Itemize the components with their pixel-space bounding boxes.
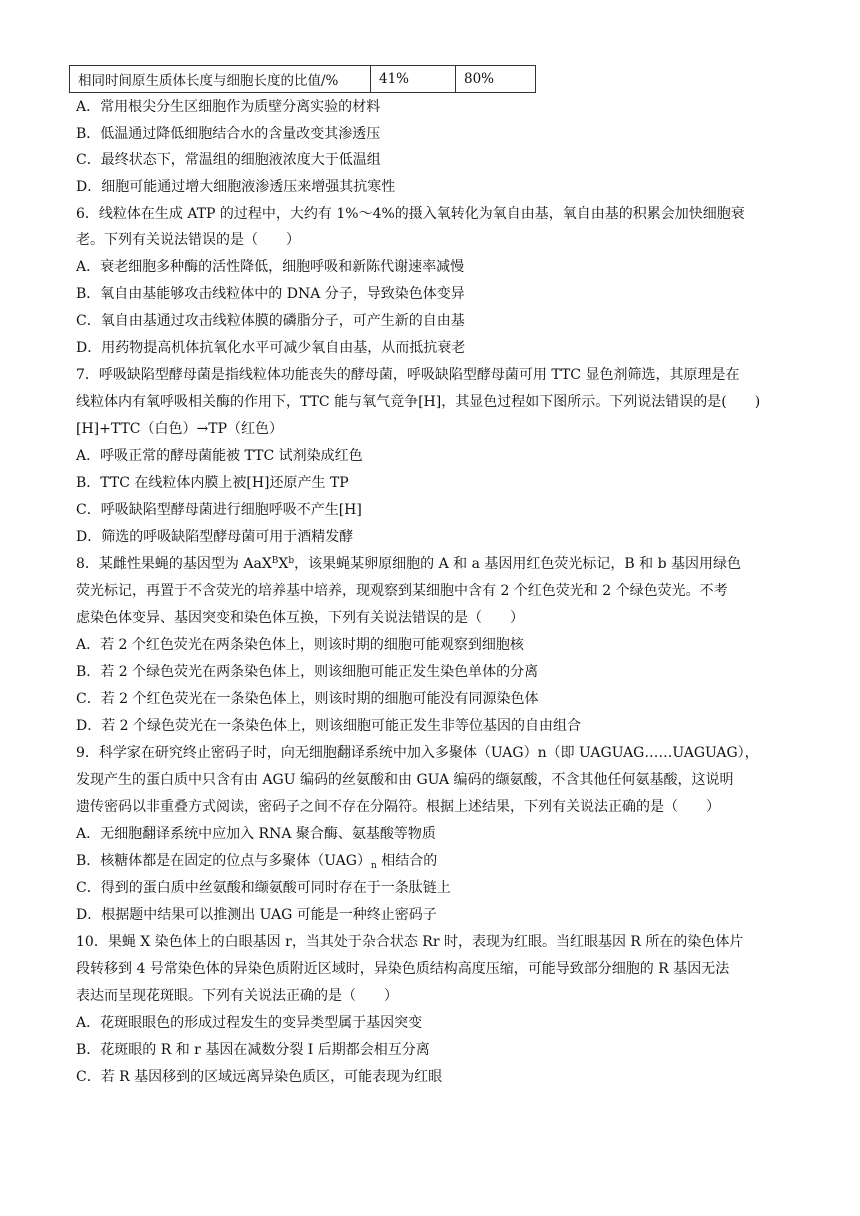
q8-stem-text: ，该果蝇某卵原细胞的 A 和 a 基因用红色荧光标记，B 和 b 基因用绿色 [294, 556, 741, 572]
q8-superscript-b-lower: b [288, 556, 295, 566]
q6-stem-line1: 6．线粒体在生成 ATP 的过程中，大约有 1%～4%的摄入氧转化为氧自由基，氧自由基的积累会加快细胞衰 [76, 206, 745, 222]
q5-option-a: A．常用根尖分生区细胞作为质壁分离实验的材料 [76, 99, 381, 115]
q9-subscript-n: n [370, 861, 377, 871]
table-cell-label: 相同时间原生质体长度与细胞长度的比值/% [70, 66, 371, 93]
q8-option-b: B．若 2 个绿色荧光在两条染色体上，则该细胞可能正发生染色单体的分离 [76, 664, 539, 680]
table-cell-value2: 80% [456, 66, 536, 93]
q5-option-b: B．低温通过降低细胞结合水的含量改变其渗透压 [76, 126, 381, 142]
q9-option-c: C．得到的蛋白质中丝氨酸和缬氨酸可同时存在于一条肽链上 [76, 880, 451, 896]
q5-option-c: C．最终状态下，常温组的细胞液浓度大于低温组 [76, 152, 381, 168]
q8-stem-line1 [76, 554, 741, 574]
q7-reaction: [H]+TTC（白色）→TP（红色） [76, 421, 283, 437]
q9-option-b [76, 851, 437, 871]
q6-option-c: C．氧自由基通过攻击线粒体膜的磷脂分子，可产生新的自由基 [76, 313, 465, 329]
q7-option-c: C．呼吸缺陷型酵母菌进行细胞呼吸不产生[H] [76, 502, 362, 518]
q8-superscript-b-upper: B [271, 556, 279, 566]
q7-stem-line1: 7．呼吸缺陷型酵母菌是指线粒体功能丧失的酵母菌，呼吸缺陷型酵母菌可用 TTC 显色剂筛选，其原理是在 [76, 367, 740, 383]
q6-option-b: B．氧自由基能够攻击线粒体中的 DNA 分子，导致染色体变异 [76, 286, 465, 302]
q8-stem-line2: 荧光标记，再置于不含荧光的培养基中培养，现观察到某细胞中含有 2 个红色荧光和 2 个绿色荧光。不考 [76, 583, 728, 599]
q6-stem-line2: 老。下列有关说法错误的是（ ） [76, 232, 300, 248]
q9-stem-line1: 9．科学家在研究终止密码子时，向无细胞翻译系统中加入多聚体（UAG）n（即 UAGUAG……UAGUAG）， [76, 745, 759, 761]
q10-stem-line1: 10．果蝇 X 染色体上的白眼基因 r，当其处于杂合状态 Rr 时，表现为红眼。当红眼基因 R 所在的染色体片 [76, 934, 744, 950]
q8-option-a: A．若 2 个红色荧光在两条染色体上，则该时期的细胞可能观察到细胞核 [76, 637, 524, 653]
q9-option-d: D．根据题中结果可以推测出 UAG 可能是一种终止密码子 [76, 907, 437, 923]
q7-stem-line2: 线粒体内有氧呼吸相关酶的作用下，TTC 能与氧气竞争[H]，其显色过程如下图所示。下列说法错误的是( ) [76, 394, 761, 410]
q9-stem-line2: 发现产生的蛋白质中只含有由 AGU 编码的丝氨酸和由 GUA 编码的缬氨酸，不含其他任何氨基酸，这说明 [76, 772, 734, 788]
q9-option-b-text: B．核糖体都是在固定的位点与多聚体（UAG） [76, 853, 371, 869]
q6-option-d: D．用药物提高机体抗氧化水平可减少氧自由基，从而抵抗衰老 [76, 340, 466, 356]
q8-option-c: C．若 2 个红色荧光在一条染色体上，则该时期的细胞可能没有同源染色体 [76, 691, 539, 707]
q9-stem-line3: 遗传密码以非重叠方式阅读，密码子之间不存在分隔符。根据上述结果，下列有关说法正确的是（ ） [76, 799, 720, 815]
q10-stem-line3: 表达而呈现花斑眼。下列有关说法正确的是（ ） [76, 988, 398, 1004]
q9-option-b-text: 相结合的 [376, 853, 438, 869]
q10-option-c: C．若 R 基因移到的区域远离异染色质区，可能表现为红眼 [76, 1069, 443, 1085]
q5-option-d: D．细胞可能通过增大细胞液渗透压来增强其抗寒性 [76, 179, 396, 195]
q10-option-b: B．花斑眼的 R 和 r 基因在减数分裂 I 后期都会相互分离 [76, 1042, 430, 1058]
table-cell-value1: 41% [371, 66, 456, 93]
q7-option-a: A．呼吸正常的酵母菌能被 TTC 试剂染成红色 [76, 448, 363, 464]
q8-stem-line3: 虑染色体变异、基因突变和染色体互换，下列有关说法错误的是（ ） [76, 610, 524, 626]
data-table [69, 65, 536, 93]
q7-option-d: D．筛选的呼吸缺陷型酵母菌可用于酒精发酵 [76, 529, 354, 545]
q9-option-a: A．无细胞翻译系统中应加入 RNA 聚合酶、氨基酸等物质 [76, 826, 436, 842]
q7-option-b: B．TTC 在线粒体内膜上被[H]还原产生 TP [76, 475, 349, 491]
q10-stem-line2: 段转移到 4 号常染色体的异染色质附近区域时，异染色质结构高度压缩，可能导致部分细胞的 R 基因无法 [76, 961, 730, 977]
q10-option-a: A．花斑眼眼色的形成过程发生的变异类型属于基因突变 [76, 1015, 423, 1031]
q8-stem-text: X [278, 556, 289, 572]
q8-stem-text: 8．某雌性果蝇的基因型为 AaX [76, 556, 272, 572]
table-row [70, 66, 536, 93]
q8-option-d: D．若 2 个绿色荧光在一条染色体上，则该细胞可能正发生非等位基因的自由组合 [76, 718, 582, 734]
q6-option-a: A．衰老细胞多种酶的活性降低，细胞呼吸和新陈代谢速率减慢 [76, 259, 465, 275]
